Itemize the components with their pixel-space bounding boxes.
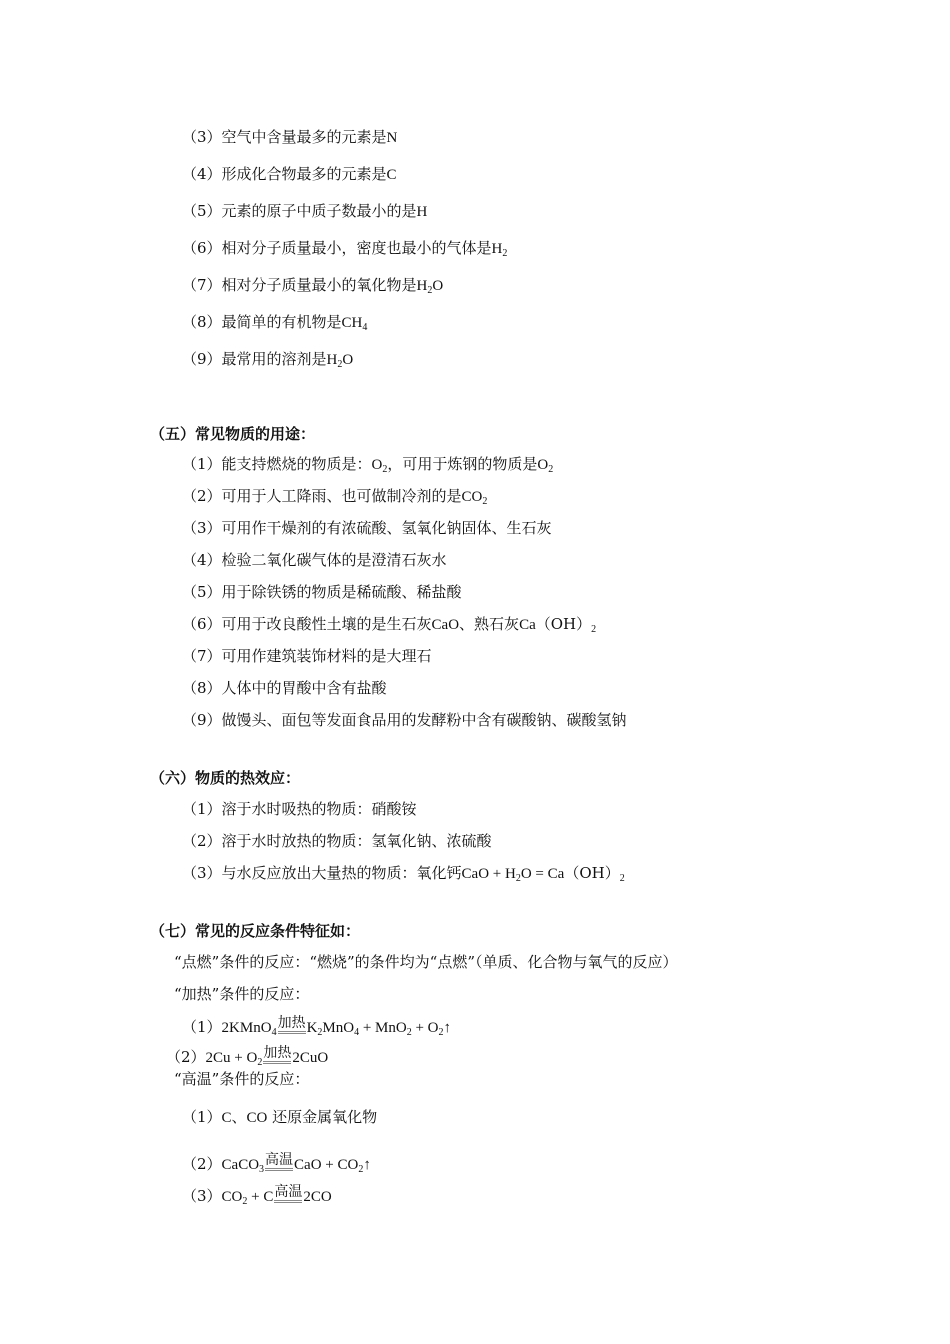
list-item xyxy=(182,238,507,259)
subscript: 2 xyxy=(317,1027,323,1038)
formula: O xyxy=(432,278,444,294)
section-heading-reaction-conditions: （七）常见的反应条件特征如： xyxy=(150,922,361,940)
formula: CO xyxy=(461,489,483,505)
list-item xyxy=(182,454,553,475)
formula: C xyxy=(386,167,397,183)
list-item: （4）检验二氧化碳气体的是澄清石灰水 xyxy=(182,551,447,569)
formula: （OH） xyxy=(535,615,592,633)
list-item: （3）可用作干燥剂的有浓硫酸、氢氧化钠固体、生石灰 xyxy=(182,519,552,537)
formula: + MnO xyxy=(359,1020,407,1036)
list-item xyxy=(182,201,427,222)
item-text: 、熟石灰 xyxy=(459,615,520,633)
subscript: 2 xyxy=(482,496,488,507)
list-item xyxy=(182,127,397,148)
list-item xyxy=(182,349,353,370)
equation xyxy=(166,1046,328,1068)
list-item xyxy=(182,486,487,507)
item-text: ，可用于炼钢的物质是 xyxy=(387,455,538,473)
item-text: （3） xyxy=(182,1187,222,1205)
item-text: （6）可用于改良酸性土壤的是生石灰 xyxy=(182,615,432,633)
item-text: （5）元素的原子中质子数最小的是 xyxy=(182,202,417,220)
list-item xyxy=(182,164,397,185)
condition-ignite: “点燃”条件的反应：“燃烧”的条件均为“点燃”（单质、化合物与氧气的反应） xyxy=(174,953,678,971)
equation xyxy=(182,1153,371,1175)
formula: H xyxy=(416,278,428,294)
list-item xyxy=(182,614,596,635)
list-item: （9）做馒头、面包等发面食品用的发酵粉中含有碳酸钠、碳酸氢钠 xyxy=(182,711,627,729)
arrow-up: ↑ xyxy=(443,1020,452,1036)
list-item: （7）可用作建筑装饰材料的是大理石 xyxy=(182,647,432,665)
item-text: （2） xyxy=(166,1048,206,1066)
item-text: （2） xyxy=(182,1155,222,1173)
subscript: 2 xyxy=(358,1164,364,1175)
formula: 2CO xyxy=(303,1189,332,1205)
condition-arrow: 高温 xyxy=(274,1184,303,1200)
equation xyxy=(182,1185,332,1207)
item-text: （1） xyxy=(182,1018,222,1036)
condition-arrow: 加热 xyxy=(263,1045,292,1061)
formula: H xyxy=(326,352,338,368)
formula: H xyxy=(491,241,503,257)
subscript: 2 xyxy=(548,464,554,475)
list-item: （8）人体中的胃酸中含有盐酸 xyxy=(182,679,387,697)
subscript: 2 xyxy=(406,1027,412,1038)
formula: K xyxy=(306,1020,318,1036)
item-text: （9）最常用的溶剂是 xyxy=(182,350,327,368)
condition-arrow: 加热 xyxy=(277,1015,306,1031)
formula: 2Cu + O xyxy=(205,1050,258,1066)
subscript: 2 xyxy=(242,1196,248,1207)
formula: O = Ca xyxy=(520,866,565,882)
equation xyxy=(182,1107,377,1128)
subscript: 2 xyxy=(619,873,625,884)
subscript: 2 xyxy=(337,359,343,370)
subscript: 2 xyxy=(427,285,433,296)
item-text: 还原金属氧化物 xyxy=(267,1108,378,1126)
formula: （OH） xyxy=(564,864,620,882)
formula: MnO xyxy=(322,1020,355,1036)
formula: CaO + CO xyxy=(294,1157,359,1173)
subscript: 4 xyxy=(362,322,368,333)
equation xyxy=(182,1016,451,1038)
subscript: 2 xyxy=(515,873,521,884)
item-text: （2）可用于人工降雨、也可做制冷剂的是 xyxy=(182,487,462,505)
section-heading-uses: （五）常见物质的用途： xyxy=(150,425,316,443)
item-text: （8）最简单的有机物是 xyxy=(182,313,342,331)
formula: CaO xyxy=(431,617,460,633)
formula: CaO + H xyxy=(461,866,516,882)
condition-heat: “加热”条件的反应： xyxy=(174,985,310,1003)
formula: 2CuO xyxy=(292,1050,329,1066)
item-text: （4）形成化合物最多的元素是 xyxy=(182,165,387,183)
subscript: 2 xyxy=(438,1027,444,1038)
item-text: （7）相对分子质量最小的氧化物是 xyxy=(182,276,417,294)
formula: C、CO xyxy=(221,1110,268,1126)
item-text: （6）相对分子质量最小，密度也最小的气体是 xyxy=(182,239,492,257)
formula: + C xyxy=(247,1189,274,1205)
subscript: 2 xyxy=(382,464,388,475)
formula: CaCO xyxy=(221,1157,260,1173)
arrow-up: ↑ xyxy=(363,1157,371,1173)
subscript: 4 xyxy=(354,1027,360,1038)
section-heading-heat-effect: （六）物质的热效应： xyxy=(150,769,301,787)
subscript: 2 xyxy=(591,624,597,635)
list-item xyxy=(182,312,367,333)
formula: CH xyxy=(341,315,363,331)
condition-arrow: 高温 xyxy=(265,1152,294,1168)
formula: CO xyxy=(221,1189,243,1205)
item-text: （1）能支持燃烧的物质是： xyxy=(182,455,372,473)
subscript: 2 xyxy=(502,248,508,259)
subscript: 4 xyxy=(271,1027,277,1038)
formula: O xyxy=(537,457,549,473)
list-item: （2）溶于水时放热的物质：氢氧化钠、浓硫酸 xyxy=(182,832,492,850)
condition-high-temp: “高温”条件的反应： xyxy=(174,1070,310,1088)
formula: H xyxy=(416,204,428,220)
item-text: （1） xyxy=(182,1108,222,1126)
list-item xyxy=(182,863,625,884)
formula: N xyxy=(386,130,398,146)
formula: O xyxy=(342,352,354,368)
item-text: （3）空气中含量最多的元素是 xyxy=(182,128,387,146)
list-item: （5）用于除铁锈的物质是稀硫酸、稀盐酸 xyxy=(182,583,462,601)
subscript: 2 xyxy=(257,1057,263,1068)
formula: O xyxy=(371,457,383,473)
item-text: （3）与水反应放出大量热的物质：氧化钙 xyxy=(182,864,462,882)
formula: Ca xyxy=(519,617,536,633)
subscript: 3 xyxy=(259,1164,265,1175)
formula: 2KMnO xyxy=(221,1020,272,1036)
list-item: （1）溶于水时吸热的物质：硝酸铵 xyxy=(182,800,417,818)
formula: + O xyxy=(411,1020,439,1036)
list-item xyxy=(182,275,443,296)
